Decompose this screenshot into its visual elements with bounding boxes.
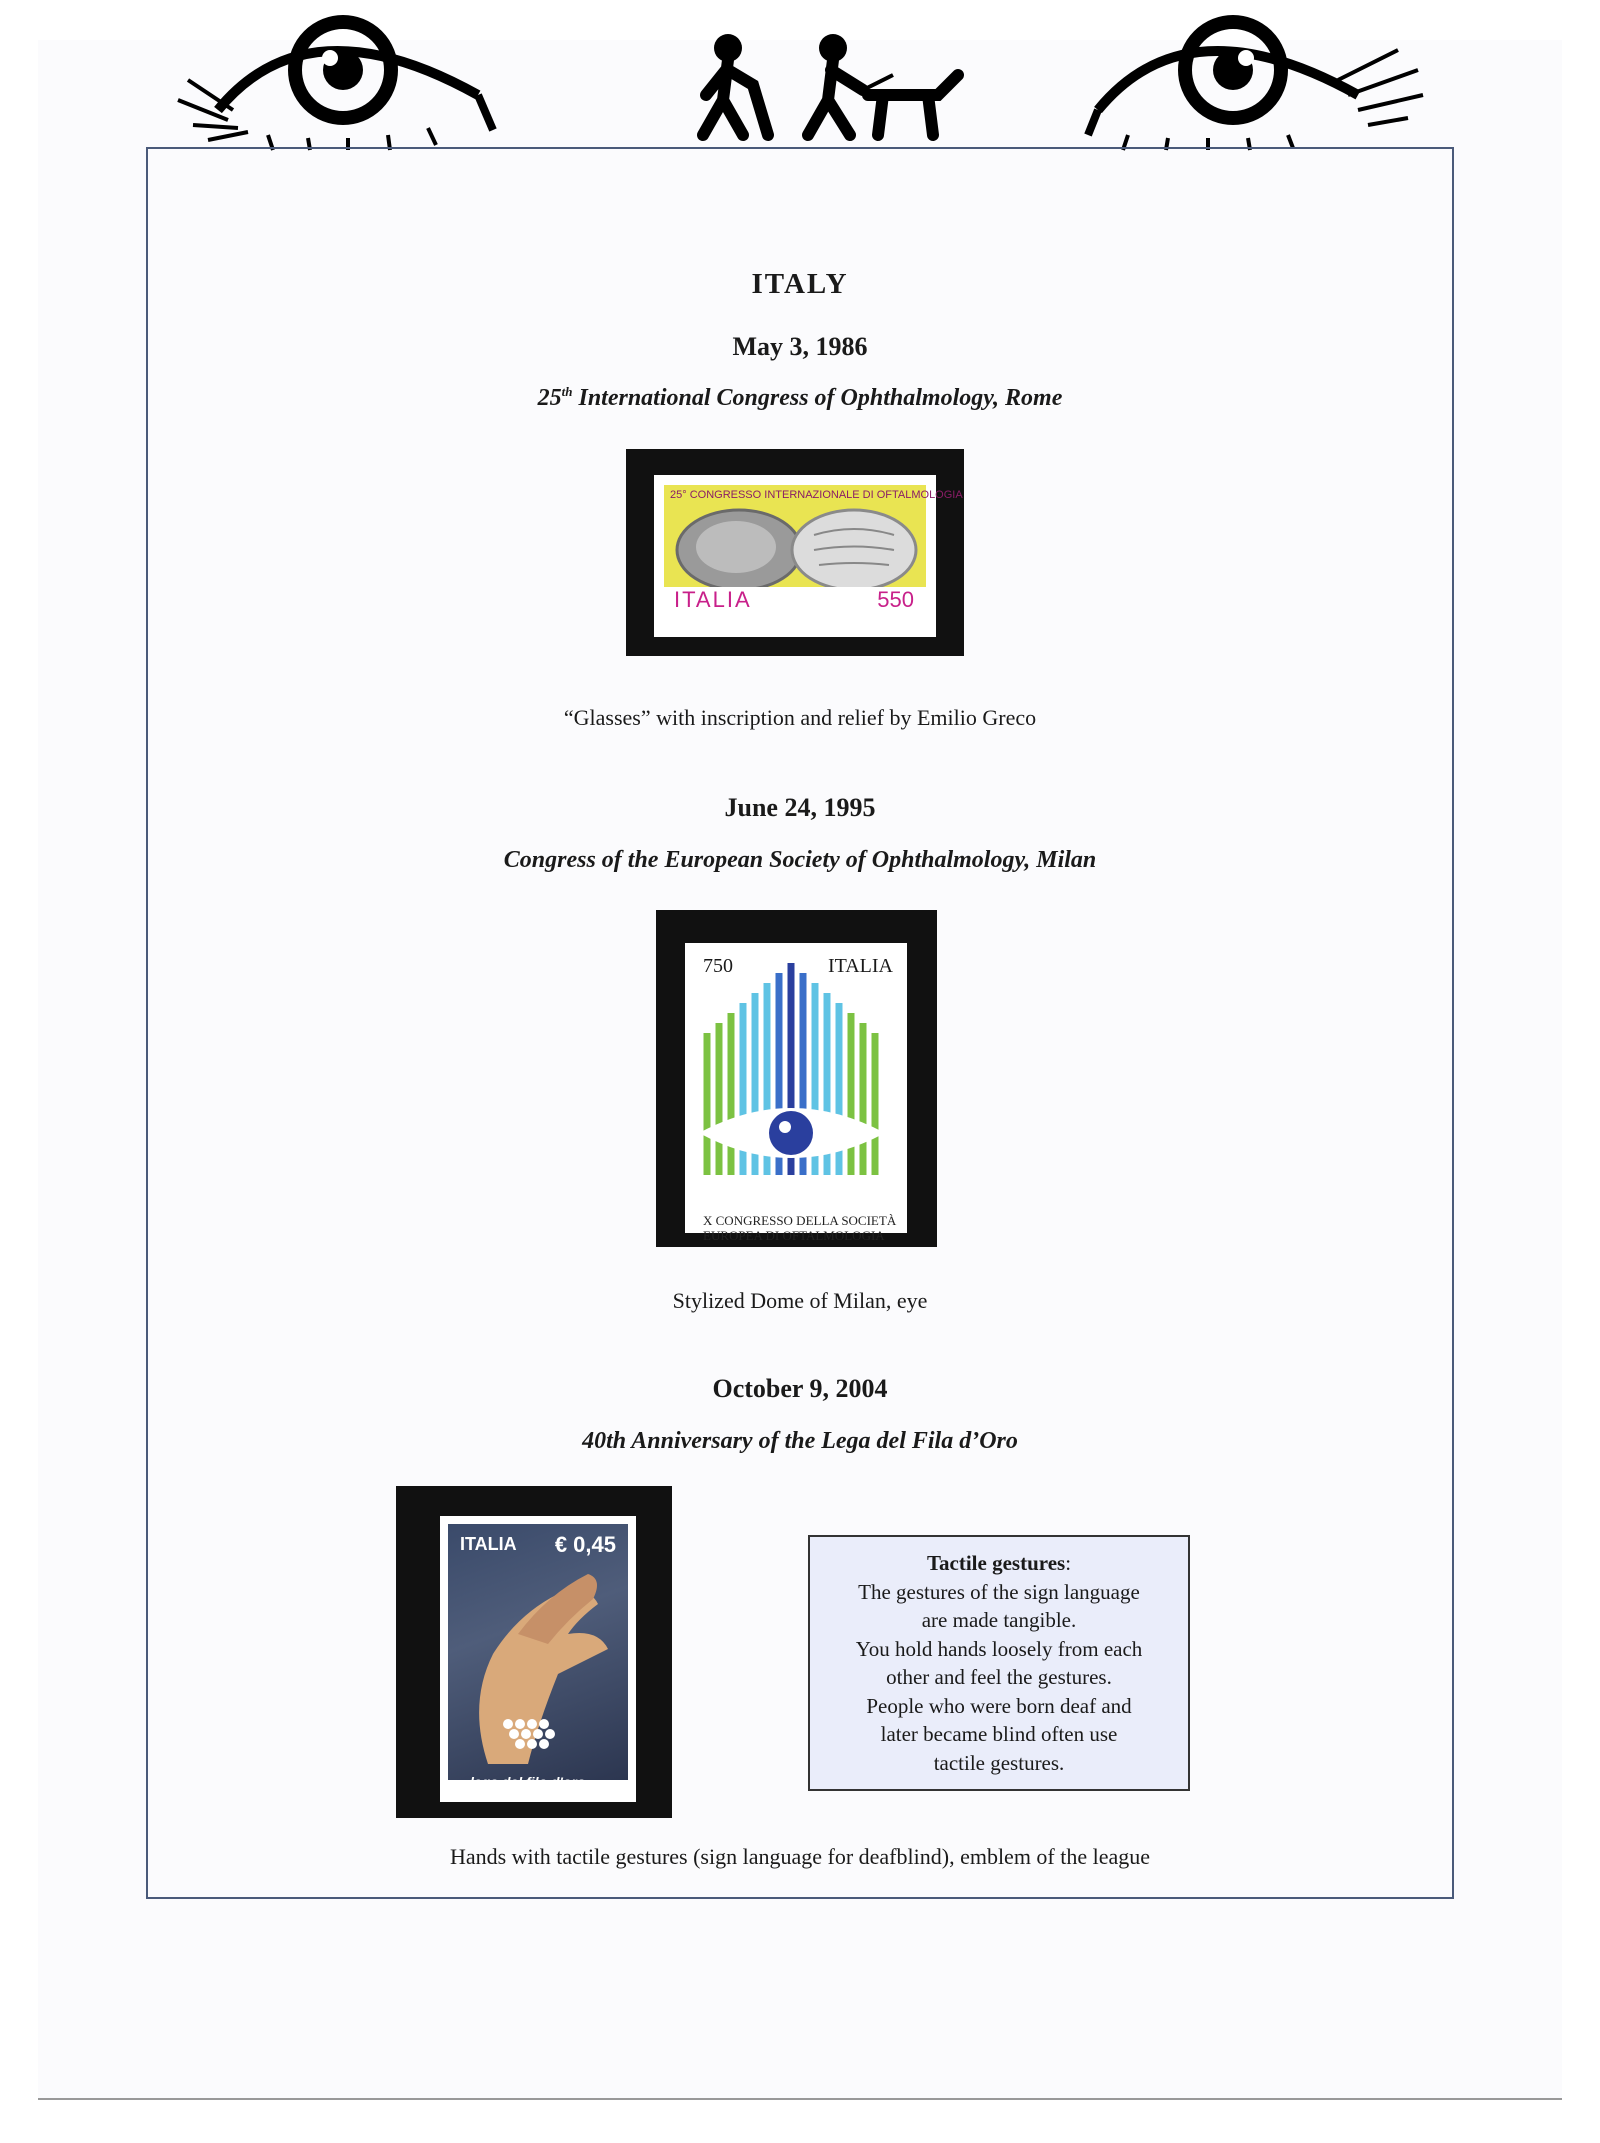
info-box-line: other and feel the gestures. — [886, 1665, 1112, 1689]
stamp-country: ITALIA — [827, 955, 893, 977]
stamp-value: 750 — [703, 955, 733, 977]
stamp-country: ITALIA — [460, 1534, 517, 1554]
person-with-guide-dog-icon — [808, 34, 958, 135]
stamp-1986 — [654, 475, 963, 637]
stamp-country: ITALIA — [670, 587, 756, 613]
stamp-inscription: X CONGRESSO DELLA SOCIETÀ EUROPEA DI OFTALMOLOGIA — [703, 1213, 897, 1243]
left-eye-icon — [178, 22, 493, 150]
issue-subject: 25th International Congress of Ophthalmology, Rome — [537, 384, 1063, 411]
stamp-caption: Hands with tactile gestures (sign language for deafblind), emblem of the league — [449, 1844, 1151, 1869]
stamp-design — [664, 485, 963, 627]
milan-dome-eye-icon — [685, 943, 907, 1233]
issue-subject: Congress of the European Society of Ophthalmology, Milan — [503, 847, 1097, 873]
info-box-line: later became blind often use — [880, 1722, 1118, 1746]
league-emblem-text: lega del filo d'oro — [470, 1774, 586, 1790]
info-box-heading: Tactile gestures: — [926, 1551, 1072, 1575]
info-box — [808, 1535, 1190, 1791]
info-box-line: People who were born deaf and — [866, 1693, 1132, 1718]
issue-date: October 9, 2004 — [712, 1374, 888, 1403]
info-box-line: The gestures of the sign language — [858, 1579, 1140, 1604]
issue-subject: 40th Anniversary of the Lega del Fila d’Oro — [582, 1428, 1018, 1454]
stamp-value: 550 — [873, 587, 918, 613]
stamp-caption: “Glasses” with inscription and relief by Emilio Greco — [563, 705, 1037, 730]
info-box-line: tactile gestures. — [933, 1750, 1065, 1775]
header-illustration — [38, 40, 1562, 150]
stamp-design — [448, 1524, 628, 1780]
stamp-2004 — [440, 1516, 636, 1802]
info-box-line: are made tangible. — [921, 1608, 1077, 1632]
page-title: ITALY — [751, 268, 849, 300]
right-eye-icon — [1088, 22, 1423, 150]
walking-person-with-cane-icon — [703, 34, 768, 135]
stamp-caption: Stylized Dome of Milan, eye — [672, 1288, 928, 1313]
info-box-line: You hold hands loosely from each — [855, 1636, 1143, 1661]
stamp-value: € 0,45 — [554, 1532, 616, 1557]
issue-date: June 24, 1995 — [724, 793, 876, 822]
stamp-header-text: 25° CONGRESSO INTERNAZIONALE DI OFTALMOLOGIA — [670, 489, 963, 501]
stamp-1995 — [685, 943, 907, 1243]
issue-date: May 3, 1986 — [732, 332, 868, 361]
hands-icon — [448, 1524, 628, 1780]
